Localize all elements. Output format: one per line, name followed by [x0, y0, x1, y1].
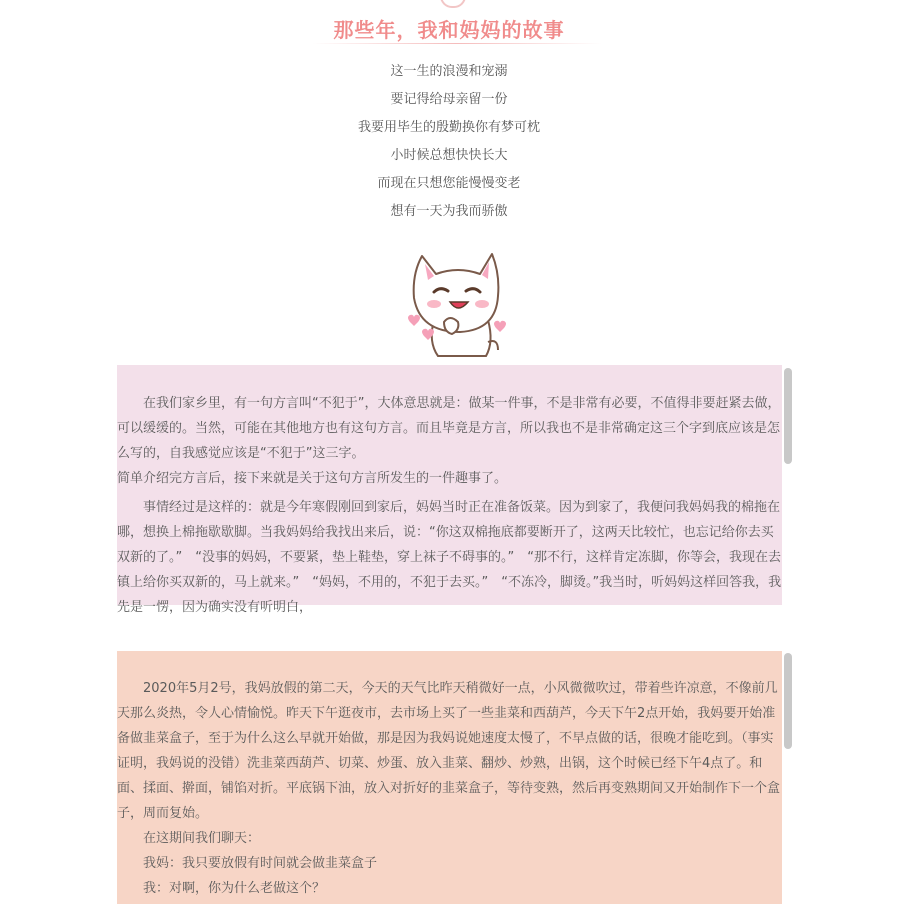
story2-scrollbar[interactable]: [784, 653, 792, 749]
story2-paragraph: 在这期间我们聊天：: [117, 831, 261, 846]
story1-paragraph: 在我们家乡里，有一句方言叫“不犯于”，大体意思就是：做某一件事，不是非常有必要，不值得非要赶紧去做，可以缓缓的。当然，可能在其他地方也有这句方言。而且毕竟是方言，所以我也不是非常确定这三个字到底应该是怎么写的，自我感觉应该是“不犯于”这三字。: [117, 396, 781, 461]
poem-line: 想有一天为我而骄傲: [390, 204, 508, 219]
story1-scrollbar[interactable]: [784, 368, 792, 464]
poem: [0, 58, 898, 226]
story-panel-1[interactable]: [117, 365, 782, 615]
poem-line: 要记得给母亲留一份: [390, 92, 508, 107]
page-title: 那些年，我和妈妈的故事: [333, 18, 565, 42]
story2-paragraph: 我妈：我只要放假有时间就会做韭菜盒子: [117, 856, 378, 871]
cute-cat-icon: [398, 238, 510, 360]
story1-paragraph: 事情经过是这样的：就是今年寒假刚回到家后，妈妈当时正在准备饭菜。因为到家了，我便问我妈妈我的棉拖在哪，想换上棉拖歇歇脚。当我妈妈给我找出来后，说：“你这双棉拖底都要断开了，这两天比较忙，也忘记给你去买双新的了。” “没事的妈妈，不要紧，垫上鞋垫，穿上袜子不碍事的。” “那不行，这样肯定冻脚，你等会，我现在去镇上给你买双新的，马上就来。” “妈妈，不用的，不犯于去买。” “不冻冷，脚烫。”我当时，听妈妈这样回答我，我先是一愣，因为确实没有听明白，: [117, 500, 782, 615]
title-divider: [312, 43, 602, 44]
poem-line: 而现在只想您能慢慢变老: [377, 176, 521, 191]
story1-paragraph: 简单介绍完方言后，接下来就是关于这句方言所发生的一件趣事了。: [117, 471, 508, 486]
poem-line: 小时候总想快快长大: [390, 148, 508, 163]
poem-line: 这一生的浪漫和宠溺: [390, 64, 508, 79]
story2-paragraph: 我：对啊，你为什么老做这个？: [117, 881, 326, 896]
story2-paragraph: 2020年5月2号，我妈放假的第二天，今天的天气比昨天稍微好一点，小风微微吹过，带着些许凉意，不像前几天那么炎热，令人心情愉悦。昨天下午逛夜市，去市场上买了一些韭菜和西葫芦，今天下午2点开始，我妈要开始准备做韭菜盒子，至于为什么这么早就开始做，那是因为我妈说她速度太慢了，不早点做的话，很晚才能吃到。（事实证明，我妈说的没错）洗韭菜西葫芦、切菜、炒蛋、放入韭菜、翻炒、炒熟，出锅，这个时候已经下午4点了。和面、揉面、擀面，铺馅对折。平底锅下油，放入对折好的韭菜盒子，等待变熟，然后再变熟期间又开始制作下一个盒子，周而复始。: [117, 681, 781, 821]
story-panel-2[interactable]: [117, 651, 782, 904]
poem-line: 我要用毕生的殷勤换你有梦可枕: [357, 120, 540, 135]
top-ornament-icon: [440, 0, 466, 8]
